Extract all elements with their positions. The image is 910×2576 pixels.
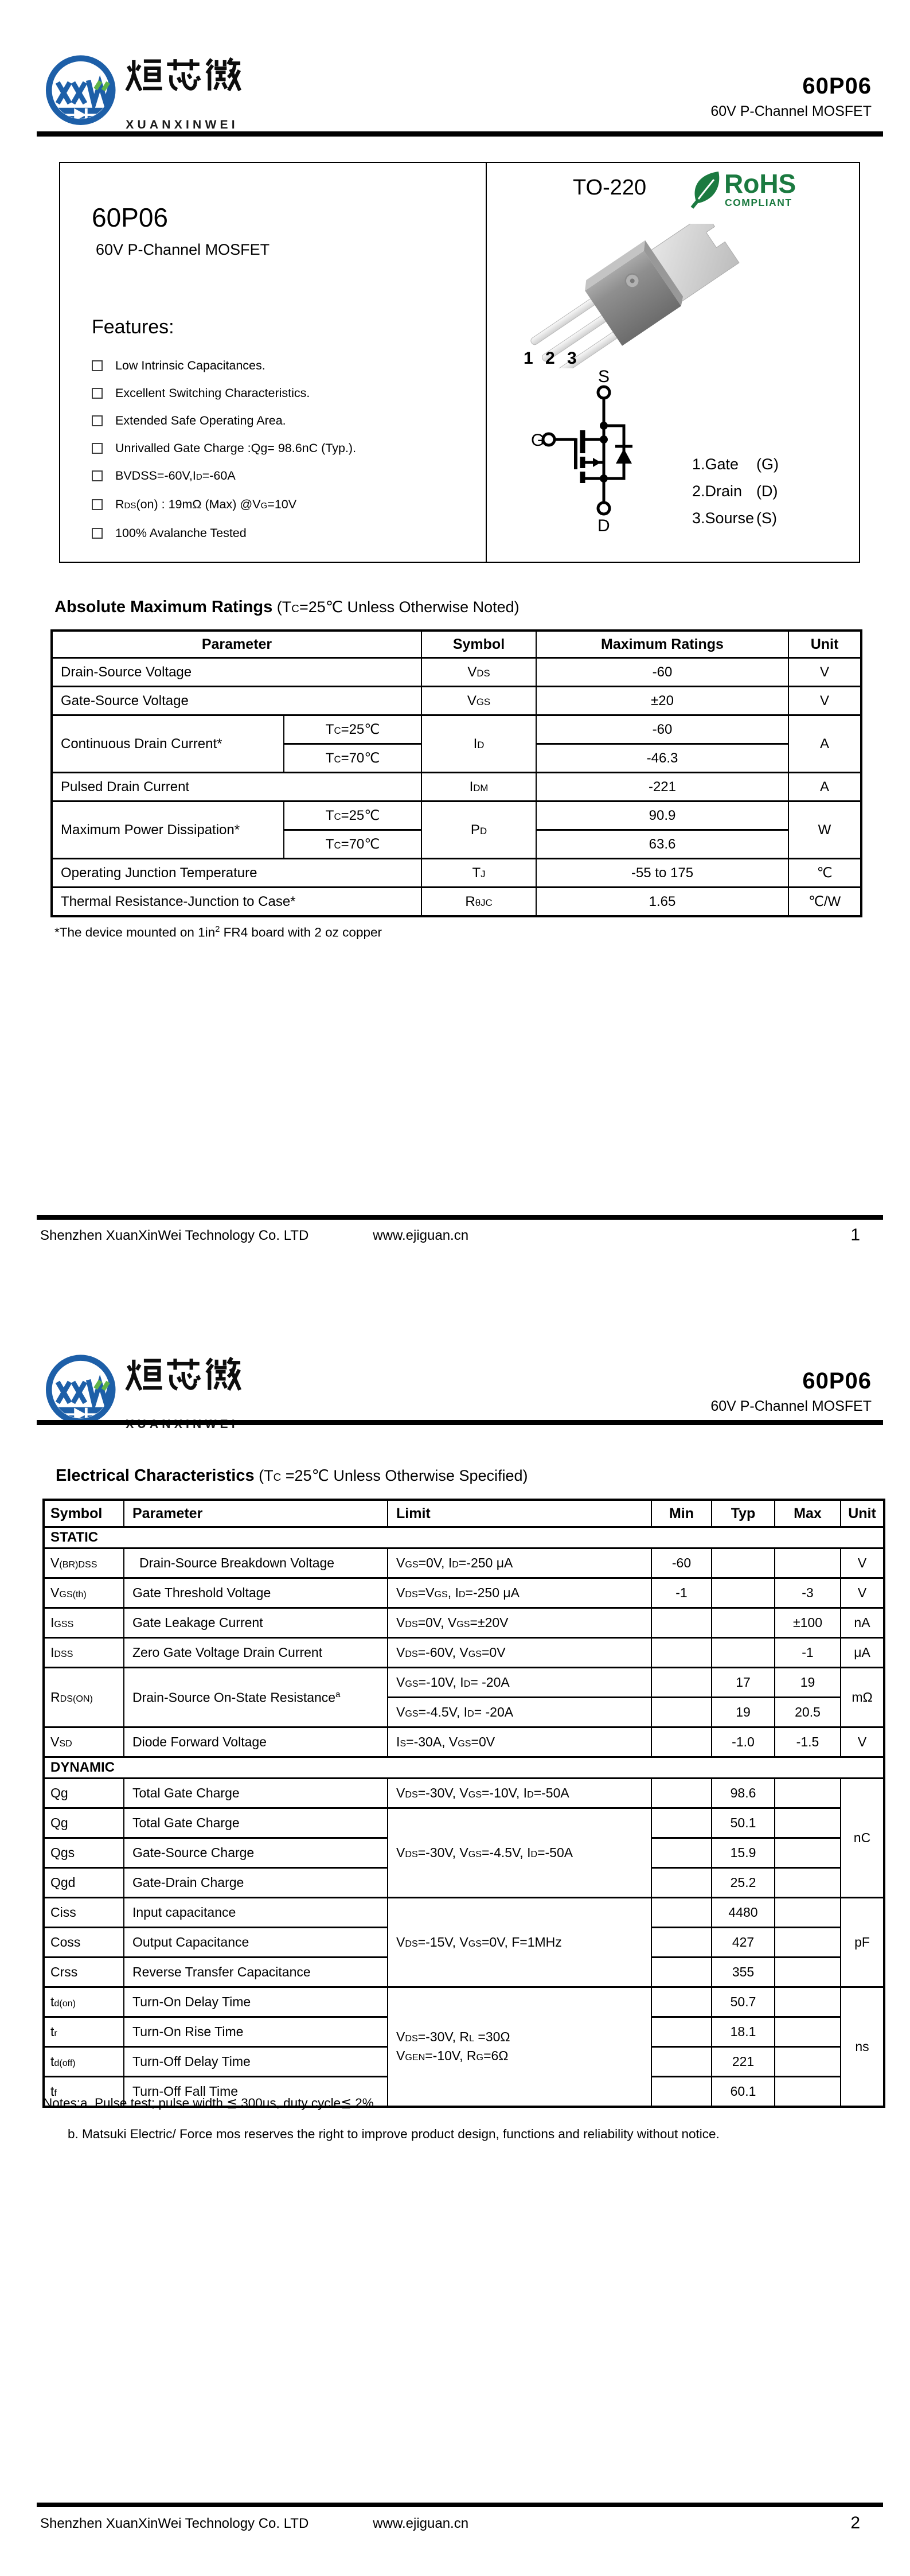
cell-min	[651, 1987, 712, 2017]
cell-max: 19	[775, 1668, 841, 1698]
legend-name: 2.Drain	[692, 482, 743, 500]
cell-limit: VDS=0V, VGS=±20V	[388, 1608, 651, 1638]
cell-max	[775, 1779, 841, 1808]
cell-unit: V	[841, 1548, 884, 1578]
ec-title-bold: Electrical Characteristics	[56, 1466, 255, 1485]
cell-min	[651, 1638, 712, 1668]
cell-min	[651, 2047, 712, 2077]
section-label: DYNAMIC	[44, 1757, 884, 1779]
cell-min	[651, 1779, 712, 1808]
cell-min	[651, 1698, 712, 1727]
cell-limit: VDS=VGS, ID=-250 μA	[388, 1578, 651, 1608]
col-min: Min	[651, 1500, 712, 1527]
cell-condition: TC=25℃	[284, 715, 421, 744]
cell-symbol: V(BR)DSS	[44, 1548, 124, 1578]
cell-condition: TC=70℃	[284, 830, 421, 859]
cell-value: 90.9	[536, 801, 788, 830]
cell-parameter: Gate-Source Voltage	[52, 687, 421, 715]
cell-max	[775, 2077, 841, 2107]
legend-pin: (D)	[756, 482, 778, 500]
cell-symbol: td(off)	[44, 2047, 124, 2077]
header-right	[710, 1368, 872, 1414]
rohs-compliant-icon	[689, 168, 825, 210]
ec-title-rest: (TC =25℃ Unless Otherwise Specified)	[254, 1467, 528, 1484]
to220-package-image	[521, 224, 751, 368]
cell-unit: mΩ	[841, 1668, 884, 1727]
company-logo	[39, 49, 243, 135]
cell-parameter: Total Gate Charge	[124, 1808, 388, 1838]
table-row	[44, 1578, 884, 1608]
cell-symbol: Qgd	[44, 1868, 124, 1898]
cell-symbol: Qgs	[44, 1838, 124, 1868]
table-row	[52, 773, 861, 801]
cell-typ: 50.7	[712, 1987, 775, 2017]
cell-max: 20.5	[775, 1698, 841, 1727]
overview-box	[59, 162, 860, 563]
cell-symbol: Qg	[44, 1808, 124, 1838]
col-symbol: Symbol	[421, 631, 536, 658]
header-rule	[37, 131, 883, 137]
cell-unit: pF	[841, 1898, 884, 1987]
part-number: 60P06	[802, 73, 872, 99]
cell-parameter: Gate Threshold Voltage	[124, 1578, 388, 1608]
cell-unit: W	[788, 801, 861, 859]
table-row	[44, 1638, 884, 1668]
features-heading: Features:	[92, 316, 174, 338]
cell-unit: ℃	[788, 859, 861, 888]
checkbox-icon	[92, 499, 103, 510]
footer-company: Shenzhen XuanXinWei Technology Co. LTD	[40, 2516, 309, 2531]
feature-item	[92, 386, 486, 401]
electrical-characteristics-table	[42, 1499, 885, 2108]
cell-typ	[712, 1548, 775, 1578]
cell-parameter: Turn-Off Delay Time	[124, 2047, 388, 2077]
cell-condition: TC=70℃	[284, 744, 421, 773]
checkbox-icon	[92, 443, 103, 454]
cell-parameter: Output Capacitance	[124, 1928, 388, 1958]
cell-unit: V	[841, 1727, 884, 1757]
legend-name: 3.Sourse	[692, 509, 755, 527]
table-row	[52, 801, 861, 830]
cell-typ: 15.9	[712, 1838, 775, 1868]
part-number: 60P06	[802, 1368, 872, 1394]
feature-item	[92, 468, 486, 485]
cell-symbol: VSD	[44, 1727, 124, 1757]
cell-min	[651, 2077, 712, 2107]
cell-parameter: Drain-Source Breakdown Voltage	[124, 1548, 388, 1578]
source-label: S	[598, 369, 610, 386]
cell-symbol: IDSS	[44, 1638, 124, 1668]
cell-parameter: Drain-Source Voltage	[52, 658, 421, 687]
cell-max	[775, 1928, 841, 1958]
feature-text: Low Intrinsic Capacitances.	[115, 359, 265, 372]
pin-number-1: 1	[524, 349, 533, 368]
cell-typ	[712, 1608, 775, 1638]
col-unit: Unit	[788, 631, 861, 658]
cell-symbol: IGSS	[44, 1608, 124, 1638]
amr-title-bold: Absolute Maximum Ratings	[54, 598, 273, 616]
cell-symbol: RDS(ON)	[44, 1668, 124, 1727]
page-2	[0, 1288, 910, 2576]
cell-parameter: Total Gate Charge	[124, 1779, 388, 1808]
header-right	[710, 73, 872, 119]
cell-min	[651, 1958, 712, 1987]
features-panel	[60, 163, 486, 562]
cell-limit: IS=-30A, VGS=0V	[388, 1727, 651, 1757]
cell-unit: A	[788, 773, 861, 801]
amr-title-rest: (TC=25℃ Unless Otherwise Noted)	[272, 598, 520, 616]
cell-value: -60	[536, 658, 788, 687]
cell-typ: 355	[712, 1958, 775, 1987]
cell-max	[775, 1958, 841, 1987]
package-panel	[486, 163, 859, 562]
table-row	[52, 687, 861, 715]
logo-cn-glyphs	[127, 58, 240, 90]
feature-item	[92, 441, 486, 456]
limit-line-1: VDS=-30V, RL =30Ω	[396, 2029, 510, 2044]
cell-max: -1.5	[775, 1727, 841, 1757]
cell-typ: 98.6	[712, 1779, 775, 1808]
cell-max	[775, 1548, 841, 1578]
col-limit: Limit	[388, 1500, 651, 1527]
cell-min	[651, 1608, 712, 1638]
cell-max	[775, 1868, 841, 1898]
col-unit: Unit	[841, 1500, 884, 1527]
col-parameter: Parameter	[52, 631, 421, 658]
box-part-subtitle: 60V P-Channel MOSFET	[96, 241, 270, 258]
table-row	[44, 1608, 884, 1638]
cell-value: -60	[536, 715, 788, 744]
section-label: STATIC	[44, 1527, 884, 1548]
cell-symbol: Ciss	[44, 1898, 124, 1928]
cell-typ: 19	[712, 1698, 775, 1727]
cell-parameter: Diode Forward Voltage	[124, 1727, 388, 1757]
checkbox-icon	[92, 388, 103, 399]
ec-title	[56, 1466, 528, 1485]
cell-typ	[712, 1638, 775, 1668]
cell-typ: 18.1	[712, 2017, 775, 2047]
mosfet-symbol-diagram	[529, 369, 645, 537]
cell-min	[651, 1838, 712, 1868]
cell-min	[651, 2017, 712, 2047]
table-row	[52, 859, 861, 888]
cell-value: 1.65	[536, 888, 788, 917]
cell-symbol: RθJC	[421, 888, 536, 917]
cell-unit: nC	[841, 1779, 884, 1898]
logo-cn-glyphs	[127, 1357, 240, 1390]
table-row	[52, 888, 861, 917]
cell-typ: 17	[712, 1668, 775, 1698]
pin-number-3: 3	[567, 349, 577, 368]
cell-max	[775, 1808, 841, 1838]
footer-website: www.ejiguan.cn	[373, 2516, 469, 2531]
checkbox-icon	[92, 470, 103, 481]
table-row	[44, 1898, 884, 1928]
checkbox-icon	[92, 528, 103, 539]
table-row	[44, 1727, 884, 1757]
cell-parameter: Zero Gate Voltage Drain Current	[124, 1638, 388, 1668]
feature-item	[92, 358, 486, 373]
cell-symbol: TJ	[421, 859, 536, 888]
table-header-row	[52, 631, 861, 658]
cell-max: ±100	[775, 1608, 841, 1638]
cell-min	[651, 1898, 712, 1928]
cell-parameter: Operating Junction Temperature	[52, 859, 421, 888]
cell-min	[651, 1868, 712, 1898]
cell-unit: ℃/W	[788, 888, 861, 917]
cell-parameter: Input capacitance	[124, 1898, 388, 1928]
cell-value: 63.6	[536, 830, 788, 859]
cell-symbol: Qg	[44, 1779, 124, 1808]
cell-value: ±20	[536, 687, 788, 715]
col-symbol: Symbol	[44, 1500, 124, 1527]
footer	[40, 1228, 468, 1244]
cell-symbol: td(on)	[44, 1987, 124, 2017]
cell-max: -1	[775, 1638, 841, 1668]
cell-min: -60	[651, 1548, 712, 1578]
cell-symbol: VGS(th)	[44, 1578, 124, 1608]
drain-label: D	[597, 516, 610, 535]
cell-parameter: Turn-On Delay Time	[124, 1987, 388, 2017]
cell-limit: VDS=-60V, VGS=0V	[388, 1638, 651, 1668]
box-part-number: 60P06	[92, 203, 169, 232]
cell-unit: V	[788, 687, 861, 715]
pin-legend	[692, 457, 779, 538]
cell-typ: 50.1	[712, 1808, 775, 1838]
cell-symbol: tf	[44, 2077, 124, 2107]
cell-parameter: Gate-Source Charge	[124, 1838, 388, 1868]
pin-number-2: 2	[545, 349, 555, 368]
cell-typ: 221	[712, 2047, 775, 2077]
cell-unit: μA	[841, 1638, 884, 1668]
footer	[40, 2516, 468, 2532]
feature-item	[92, 413, 486, 429]
cell-parameter: Thermal Resistance-Junction to Case*	[52, 888, 421, 917]
feature-item	[92, 526, 486, 541]
cell-condition: TC=25℃	[284, 801, 421, 830]
amr-footnote: *The device mounted on $1in^2$ FR4 board with 2 oz copper	[54, 925, 382, 940]
cell-min	[651, 1668, 712, 1698]
cell-value: -221	[536, 773, 788, 801]
cell-limit: VGS=-10V, ID= -20A	[388, 1668, 651, 1698]
cell-unit: ns	[841, 1987, 884, 2107]
cell-limit: VDS=-30V, VGS=-4.5V, ID=-50A	[388, 1808, 651, 1898]
legend-name: 1.Gate	[692, 456, 739, 473]
legend-pin: (S)	[756, 509, 777, 527]
footer-website: www.ejiguan.cn	[373, 1228, 469, 1243]
cell-unit: V	[788, 658, 861, 687]
cell-symbol: PD	[421, 801, 536, 859]
ec-note-b: b. Matsuki Electric/ Force mos reserves the right to improve product design, functions and reliability without notice.	[68, 2127, 720, 2141]
cell-unit: V	[841, 1578, 884, 1608]
section-row-static	[44, 1527, 884, 1548]
page-number: 2	[850, 2513, 860, 2532]
package-name: TO-220	[573, 176, 647, 200]
cell-unit: A	[788, 715, 861, 773]
col-typ: Typ	[712, 1500, 775, 1527]
cell-parameter: Turn-Off Fall Time	[124, 2077, 388, 2107]
cell-symbol: Crss	[44, 1958, 124, 1987]
cell-limit: VGS=-4.5V, ID= -20A	[388, 1698, 651, 1727]
checkbox-icon	[92, 415, 103, 426]
cell-symbol: Coss	[44, 1928, 124, 1958]
table-row	[44, 1808, 884, 1838]
table-row	[52, 658, 861, 687]
cell-value: -46.3	[536, 744, 788, 773]
page-number: 1	[850, 1225, 860, 1244]
cell-unit: nA	[841, 1608, 884, 1638]
cell-symbol: ID	[421, 715, 536, 773]
legend-pin: (G)	[756, 456, 779, 473]
ec-note-a: Notes:a. Pulse test; pulse width ≦ 300us, duty cycle≦ 2%	[43, 2096, 374, 2110]
col-parameter: Parameter	[124, 1500, 388, 1527]
rohs-text: RoHS	[724, 169, 796, 199]
cell-limit	[388, 1987, 651, 2107]
cell-symbol: IDM	[421, 773, 536, 801]
checkbox-icon	[92, 360, 103, 371]
cell-typ	[712, 1578, 775, 1608]
footer-rule	[37, 2503, 883, 2507]
cell-typ: 4480	[712, 1898, 775, 1928]
table-row	[52, 715, 861, 744]
table-row	[44, 1548, 884, 1578]
cell-typ: 25.2	[712, 1868, 775, 1898]
feature-text: BVDSS=-60V,ID=-60A	[115, 469, 236, 482]
cell-limit: VDS=-30V, VGS=-10V, ID=-50A	[388, 1779, 651, 1808]
gate-label: G	[531, 431, 545, 450]
cell-max	[775, 2017, 841, 2047]
logo-en-text: XUANXINWEI	[126, 118, 239, 132]
cell-parameter: Maximum Power Dissipation*	[52, 801, 284, 859]
cell-parameter: Reverse Transfer Capacitance	[124, 1958, 388, 1987]
table-row	[44, 1987, 884, 2017]
rohs-compliant-text: COMPLIANT	[725, 197, 792, 208]
table-row	[44, 1668, 884, 1698]
cell-max: -3	[775, 1578, 841, 1608]
cell-parameter: Continuous Drain Current*	[52, 715, 284, 773]
part-subtitle: 60V P-Channel MOSFET	[710, 103, 872, 119]
cell-limit: VDS=-15V, VGS=0V, F=1MHz	[388, 1898, 651, 1987]
cell-symbol: tr	[44, 2017, 124, 2047]
legend-row	[692, 511, 779, 526]
part-subtitle: 60V P-Channel MOSFET	[710, 1398, 872, 1414]
col-max: Max	[775, 1500, 841, 1527]
cell-max	[775, 1838, 841, 1868]
cell-min	[651, 1928, 712, 1958]
feature-text: Excellent Switching Characteristics.	[115, 386, 310, 400]
cell-typ: -1.0	[712, 1727, 775, 1757]
table-header-row	[44, 1500, 884, 1527]
cell-max	[775, 1898, 841, 1928]
cell-limit: VGS=0V, ID=-250 μA	[388, 1548, 651, 1578]
cell-parameter: Pulsed Drain Current	[52, 773, 421, 801]
header-rule	[37, 1420, 883, 1425]
legend-row	[692, 484, 779, 499]
legend-row	[692, 457, 779, 472]
feature-text: Unrivalled Gate Charge :Qg= 98.6nC (Typ.).	[115, 441, 357, 455]
cell-min: -1	[651, 1578, 712, 1608]
footer-rule	[37, 1215, 883, 1220]
feature-text: RDS(on) : 19mΩ (Max) @VG=10V	[115, 497, 297, 511]
cell-parameter: Turn-On Rise Time	[124, 2017, 388, 2047]
cell-max	[775, 2047, 841, 2077]
feature-text: Extended Safe Operating Area.	[115, 414, 286, 427]
feature-item	[92, 497, 486, 513]
cell-parameter: Gate Leakage Current	[124, 1608, 388, 1638]
footer-company: Shenzhen XuanXinWei Technology Co. LTD	[40, 1228, 309, 1243]
abs-max-ratings-table	[50, 629, 862, 917]
col-max-ratings: Maximum Ratings	[536, 631, 788, 658]
cell-parameter: Drain-Source On-State Resistance$^a$	[124, 1668, 388, 1727]
cell-typ: 427	[712, 1928, 775, 1958]
table-row	[44, 1779, 884, 1808]
amr-title	[54, 598, 520, 617]
cell-max	[775, 1987, 841, 2017]
cell-parameter: Gate-Drain Charge	[124, 1868, 388, 1898]
cell-typ: 60.1	[712, 2077, 775, 2107]
cell-min	[651, 1808, 712, 1838]
cell-symbol: VDS	[421, 658, 536, 687]
cell-min	[651, 1727, 712, 1757]
cell-value: -55 to 175	[536, 859, 788, 888]
features-list	[92, 358, 486, 541]
section-row-dynamic	[44, 1757, 884, 1779]
feature-text: 100% Avalanche Tested	[115, 526, 247, 540]
cell-symbol: VGS	[421, 687, 536, 715]
limit-line-2: VGEN=-10V, RG=6Ω	[396, 2048, 509, 2063]
